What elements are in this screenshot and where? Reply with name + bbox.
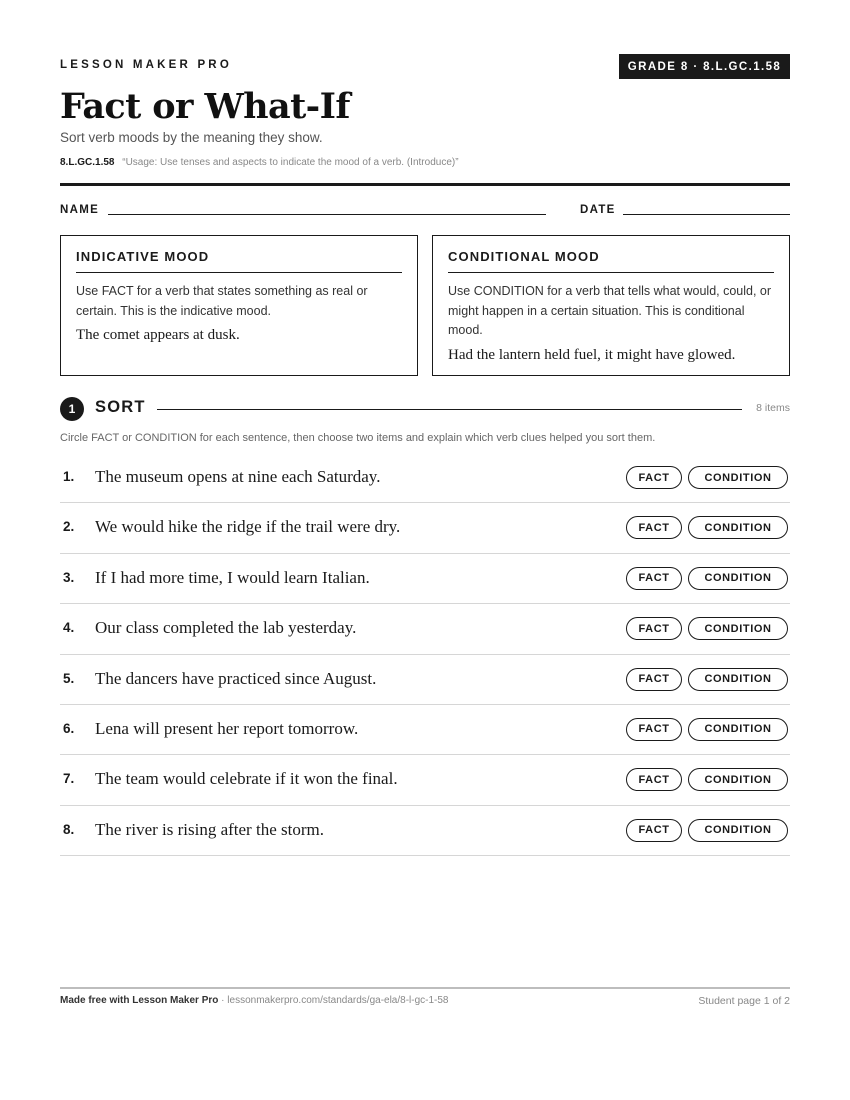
fact-choice[interactable]: FACT (626, 567, 682, 590)
item-sentence: The river is rising after the storm. (95, 819, 324, 839)
fact-choice[interactable]: FACT (626, 819, 682, 842)
standard-line (60, 157, 459, 168)
condition-choice[interactable]: CONDITION (688, 768, 788, 791)
mood-description: Use CONDITION for a verb that tells what would, could, or might happen in a certain situation. This is conditional mood. (448, 284, 772, 337)
condition-choice[interactable]: CONDITION (688, 718, 788, 741)
footer-divider (60, 987, 790, 989)
fact-choice[interactable]: FACT (626, 466, 682, 489)
item-sentence: We would hike the ridge if the trail were dry. (95, 517, 401, 537)
standard-text: “Usage: Use tenses and aspects to indicate the mood of a verb. (Introduce)” (122, 157, 459, 168)
item-sentence: Our class completed the lab yesterday. (95, 618, 357, 638)
indicative-mood-box (60, 235, 418, 376)
list-item (60, 453, 790, 503)
list-item (60, 655, 790, 705)
name-label: NAME (60, 204, 100, 216)
mood-description: Use FACT for a verb that states something as real or certain. This is the indicative mood. (76, 284, 368, 318)
fact-choice[interactable]: FACT (626, 718, 682, 741)
date-label: DATE (580, 204, 616, 216)
name-field[interactable] (108, 214, 546, 215)
page-subtitle: Sort verb moods by the meaning they show. (60, 130, 323, 145)
footer-url-link[interactable]: lessonmakerpro.com/standards/ga-ela/8-l-gc-1-58 (227, 995, 449, 1006)
item-number: 2. (63, 519, 75, 535)
conditional-mood-box (432, 235, 790, 376)
item-number: 1. (63, 469, 75, 484)
item-sentence: Lena will present her report tomorrow. (95, 718, 359, 738)
footer-made-with: Made free with Lesson Maker Pro (60, 995, 219, 1006)
footer-separator: · (218, 995, 228, 1006)
item-number: 8. (63, 821, 75, 837)
condition-choice[interactable]: CONDITION (688, 819, 788, 842)
item-sentence: The dancers have practiced since August. (95, 668, 377, 688)
section-number-badge: 1 (60, 397, 84, 421)
item-sentence: If I had more time, I would learn Italian. (95, 567, 370, 587)
fact-choice[interactable]: FACT (626, 516, 682, 539)
item-number: 6. (63, 720, 75, 736)
item-number: 4. (63, 620, 75, 636)
condition-choice[interactable]: CONDITION (688, 567, 788, 590)
item-number: 3. (63, 569, 75, 585)
condition-choice[interactable]: CONDITION (688, 668, 788, 691)
mood-example: The comet appears at dusk. (76, 327, 240, 343)
header-divider (60, 183, 790, 186)
condition-choice[interactable]: CONDITION (688, 466, 788, 489)
fact-choice[interactable]: FACT (626, 617, 682, 640)
list-item (60, 503, 790, 553)
condition-choice[interactable]: CONDITION (688, 617, 788, 640)
item-number: 5. (63, 670, 75, 686)
item-list (60, 453, 790, 856)
footer-credit (60, 995, 449, 1006)
fact-choice[interactable]: FACT (626, 768, 682, 791)
item-sentence: The team would celebrate if it won the final. (95, 769, 398, 789)
section-title: SORT (95, 398, 146, 416)
list-item (60, 705, 790, 755)
standard-code: 8.L.GC.1.58 (60, 157, 115, 168)
list-item (60, 604, 790, 654)
section-instructions: Circle FACT or CONDITION for each sentence, then choose two items and explain which verb clues helped you sort them. (60, 432, 656, 444)
mood-heading: CONDITIONAL MOOD (448, 249, 774, 273)
list-item (60, 755, 790, 805)
page-title: Fact or What-If (60, 86, 350, 127)
item-count: 8 items (756, 402, 790, 414)
mood-example: Had the lantern held fuel, it might have glowed. (448, 346, 736, 363)
item-number: 7. (63, 771, 75, 787)
fact-choice[interactable]: FACT (626, 668, 682, 691)
mood-heading: INDICATIVE MOOD (76, 249, 402, 273)
section-divider (157, 409, 742, 410)
brand-name: LESSON MAKER PRO (60, 59, 232, 71)
item-sentence: The museum opens at nine each Saturday. (95, 467, 381, 486)
date-field[interactable] (623, 214, 790, 215)
grade-badge: GRADE 8 · 8.L.GC.1.58 (619, 54, 790, 79)
condition-choice[interactable]: CONDITION (688, 516, 788, 539)
page-indicator: Student page 1 of 2 (698, 995, 790, 1007)
list-item (60, 806, 790, 856)
list-item (60, 554, 790, 604)
